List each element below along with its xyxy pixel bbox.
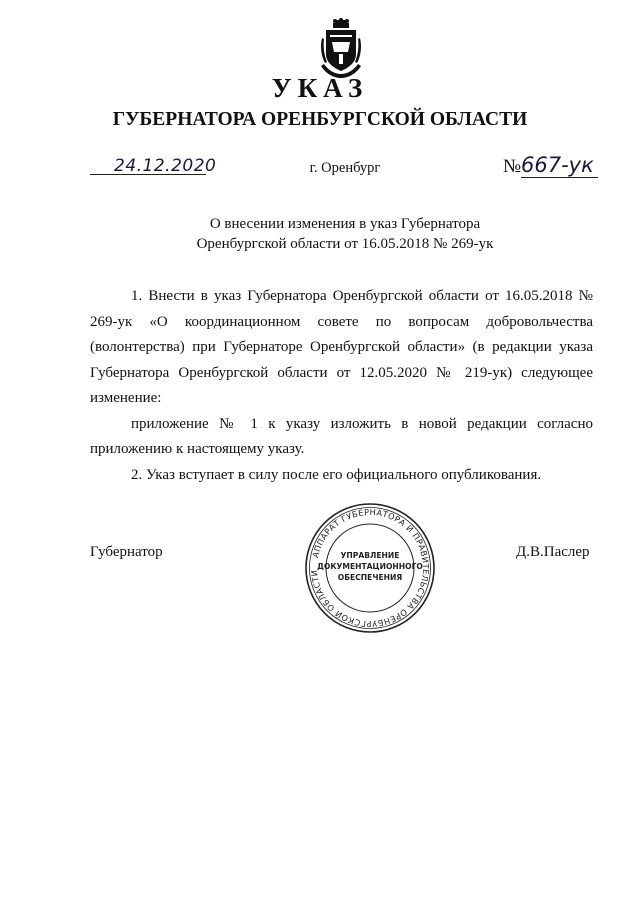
city-label: г. Оренбург (309, 160, 381, 176)
handwritten-date: 24.12.2020 (114, 156, 217, 176)
decree-body (90, 284, 593, 488)
official-stamp (302, 500, 438, 636)
heading-line-2: Оренбургской области от 16.05.2018 № 269-ук (196, 236, 494, 252)
signatory-position: Губернатор (90, 544, 163, 560)
number-sign: № (503, 156, 522, 177)
handwritten-number: 667-ук (521, 153, 598, 178)
heading-line-1: О внесении изменения в указ Губернатора (209, 216, 481, 232)
paragraph-1: 1. Внести в указ Губернатора Оренбургской области от 16.05.2018 № 269-ук «О координационном совете по вопросам добровольчества (волонтерства) при Губернаторе Оренбургской области» (в редакции указа Губернатора Оренбургской области от 12.05.2020 № 219-ук) следующее изменение: (90, 288, 593, 406)
decree-heading (0, 214, 640, 254)
stamp-center-line-2: ДОКУМЕНТАЦИОННОГО (317, 562, 423, 571)
stamp-center-line-3: ОБЕСПЕЧЕНИЯ (337, 573, 403, 582)
coat-of-arms-icon (318, 18, 364, 80)
stamp-ring-text: АППАРАТ ГУБЕРНАТОРА И ПРАВИТЕЛЬСТВА ОРЕНБУРГСКОЙ ОБЛАСТИ (308, 506, 432, 630)
stamp-center-line-1: УПРАВЛЕНИЕ (340, 551, 400, 560)
document-title: УКАЗ (271, 73, 369, 103)
paragraph-2: приложение № 1 к указу изложить в новой редакции согласно приложению к настоящему указу. (90, 415, 593, 457)
paragraph-3: 2. Указ вступает в силу после его официального опубликования. (131, 466, 542, 483)
signatory-name: Д.В.Паслер (516, 544, 590, 560)
document-subtitle: ГУБЕРНАТОРА ОРЕНБУРГСКОЙ ОБЛАСТИ (112, 109, 528, 130)
